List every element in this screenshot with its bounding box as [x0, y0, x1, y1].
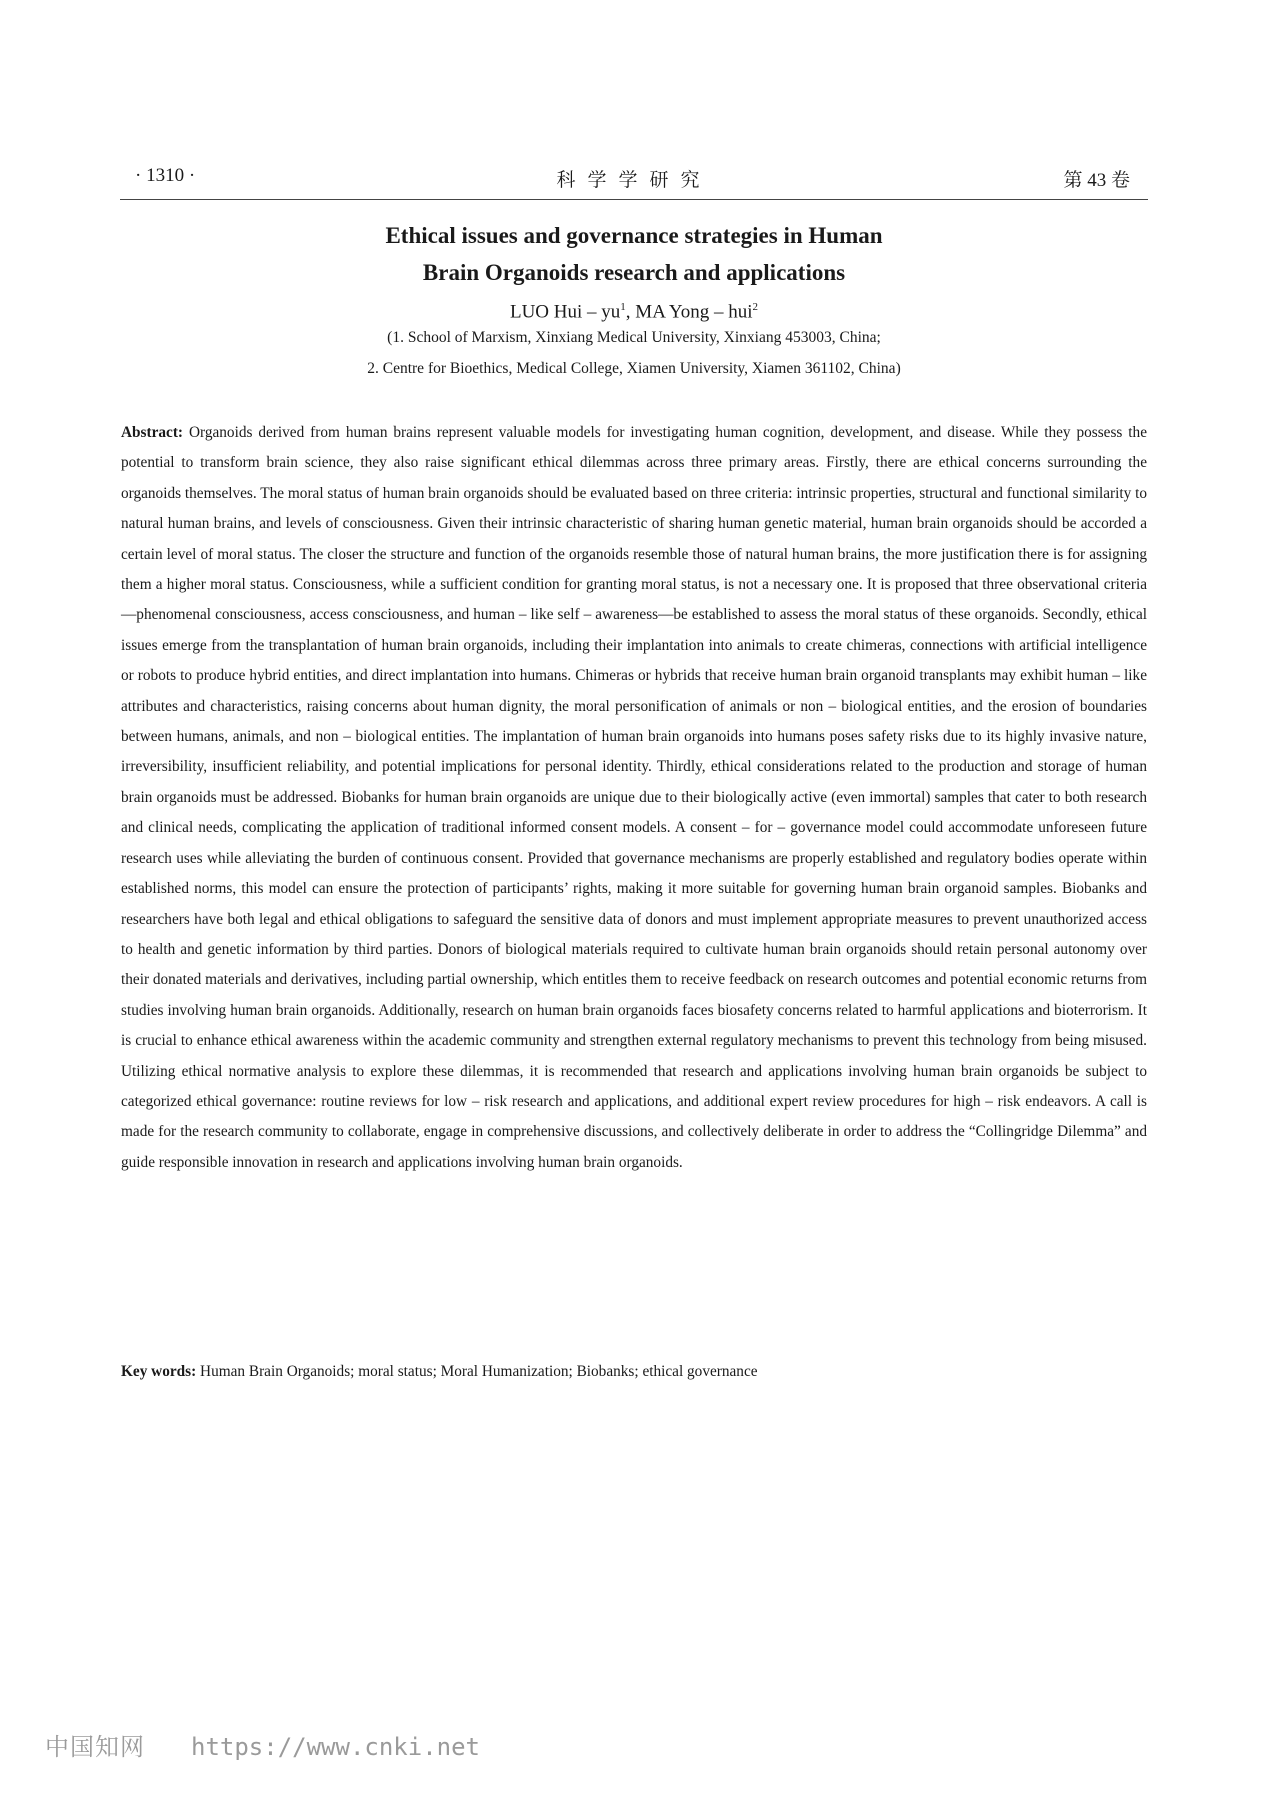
paper-title [120, 217, 1148, 291]
cnki-watermark [45, 1727, 480, 1762]
running-header [120, 165, 1148, 195]
keywords [121, 1357, 1147, 1387]
volume-number: 第 43 卷 [1063, 170, 1130, 191]
affiliation-1: (1. School of Marxism, Xinxiang Medical University, Xinxiang 453003, China; [387, 329, 881, 346]
author-separator: , [625, 301, 636, 323]
keywords-text: Human Brain Organoids; moral status; Moral Humanization; Biobanks; ethical governance [200, 1363, 758, 1380]
author-2-affil-mark: 2 [752, 301, 759, 313]
title-line-2: Brain Organoids research and applications [422, 260, 846, 285]
watermark-site-name: 中国知网 [45, 1733, 145, 1761]
abstract-label: Abstract: [121, 424, 184, 441]
watermark-url: https://www.cnki.net [191, 1733, 480, 1761]
author-1-affil-mark: 1 [620, 301, 626, 313]
page-number: · 1310 · [135, 165, 196, 186]
author-list [120, 294, 1148, 325]
keywords-label: Key words: [121, 1363, 197, 1380]
header-divider [120, 199, 1148, 200]
author-1: LUO Hui – yu [509, 301, 621, 323]
affiliation-2: 2. Centre for Bioethics, Medical College, Xiamen University, Xiamen 361102, China) [367, 360, 901, 377]
abstract [121, 418, 1147, 1178]
title-line-1: Ethical issues and governance strategies in Human [385, 223, 883, 248]
abstract-text: Organoids derived from human brains represent valuable models for investigating human cognition, development, and disease. While they possess the potential to transform brain science, they also raise significant ethical dilemmas across three primary areas. Firstly, there are ethical concerns surrounding the organoids themselves. The moral status of human brain organoids should be evaluated based on three criteria: intrinsic properties, structural and functional similarity to natural human brains, and levels of consciousness. Given their intrinsic characteristic of sharing human genetic material, human brain organoids should be accorded a certain level of moral status. The closer the structure and function of the organoids resemble those of natural human brains, the more justification there is for assigning them a higher moral status. Consciousness, while a sufficient condition for granting moral status, is not a necessary one. It is proposed that three observational criteria—phenomenal consciousness, access consciousness, and human – like self – awareness—be established to assess the moral status of these organoids. Secondly, ethical issues emerge from the transplantation of human brain organoids, including their implantation into animals to create chimeras, connections with artificial intelligence or robots to produce hybrid entities, and direct implantation into humans. Chimeras or hybrids that receive human brain organoid transplants may exhibit human – like attributes and characteristics, raising concerns about human dignity, the moral personification of animals or non – biological entities, and the erosion of boundaries between humans, animals, and non – biological entities. The implantation of human brain organoids into humans poses safety risks due to its highly invasive nature, irreversibility, insufficient reliability, and potential implications for personal identity. Thirdly, ethical considerations related to the production and storage of human brain organoids must be addressed. Biobanks for human brain organoids are unique due to their biologically active (even immortal) samples that cater to both research and clinical needs, complicating the application of traditional informed consent models. A consent – for – governance model could accommodate unforeseen future research uses while alleviating the burden of continuous consent. Provided that governance mechanisms are properly established and regulatory bodies operate within established norms, this model can ensure the protection of participants’ rights, making it more suitable for governing human brain organoid samples. Biobanks and researchers have both legal and ethical obligations to safeguard the sensitive data of donors and must implement appropriate measures to prevent unauthorized access to health and genetic information by third parties. Donors of biological materials required to cultivate human brain organoids should retain personal autonomy over their donated materials and derivatives, including partial ownership, which entitles them to receive feedback on research outcomes and potential economic returns from studies involving human brain organoids. Additionally, research on human brain organoids faces biosafety concerns related to harmful applications and bioterrorism. It is crucial to enhance ethical awareness within the academic community and strengthen external regulatory mechanisms to prevent this technology from being misused. Utilizing ethical normative analysis to explore these dilemmas, it is recommended that research and applications involving human brain organoids be subject to categorized ethical governance: routine reviews for low – risk research and applications, and additional expert review procedures for high – risk endeavors. A call is made for the research community to collaborate, engage in comprehensive discussions, and collectively deliberate in order to address the “Collingridge Dilemma” and guide responsible innovation in research and applications involving human brain organoids. [121, 424, 1147, 1171]
author-2: MA Yong – hui [635, 301, 753, 323]
journal-name: 科学学研究 [556, 170, 712, 191]
